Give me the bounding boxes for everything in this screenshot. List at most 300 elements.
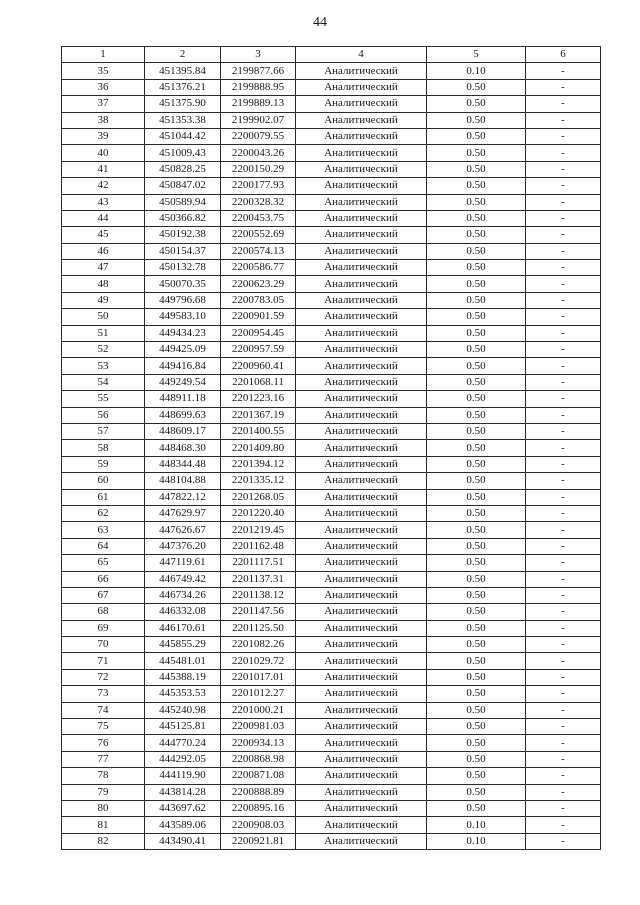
accuracy-cell: 0.50 [427, 342, 526, 358]
point-number-cell: 51 [62, 325, 145, 341]
accuracy-cell: 0.50 [427, 260, 526, 276]
method-cell: Аналитический [296, 669, 427, 685]
note-cell: - [526, 358, 601, 374]
table-body [62, 63, 601, 850]
coord-y-cell: 2200043.26 [221, 145, 296, 161]
coord-y-cell: 2201147.56 [221, 604, 296, 620]
coord-x-cell: 443697.62 [145, 800, 221, 816]
header-cell-4: 4 [296, 47, 427, 63]
point-number-cell: 42 [62, 178, 145, 194]
method-cell: Аналитический [296, 342, 427, 358]
coord-x-cell: 448104.88 [145, 473, 221, 489]
accuracy-cell: 0.10 [427, 833, 526, 849]
point-number-cell: 81 [62, 817, 145, 833]
method-cell: Аналитический [296, 768, 427, 784]
coord-y-cell: 2201268.05 [221, 489, 296, 505]
coord-x-cell: 450070.35 [145, 276, 221, 292]
header-cell-1: 1 [62, 47, 145, 63]
accuracy-cell: 0.50 [427, 423, 526, 439]
header-cell-2: 2 [145, 47, 221, 63]
note-cell: - [526, 79, 601, 95]
coord-x-cell: 445353.53 [145, 686, 221, 702]
coord-y-cell: 2201400.55 [221, 423, 296, 439]
coord-x-cell: 450828.25 [145, 161, 221, 177]
table-row [62, 210, 601, 226]
accuracy-cell: 0.10 [427, 63, 526, 79]
point-number-cell: 37 [62, 96, 145, 112]
table-row [62, 538, 601, 554]
method-cell: Аналитический [296, 194, 427, 210]
coord-y-cell: 2200954.45 [221, 325, 296, 341]
table-row [62, 669, 601, 685]
method-cell: Аналитический [296, 637, 427, 653]
note-cell: - [526, 210, 601, 226]
coord-y-cell: 2199902.07 [221, 112, 296, 128]
accuracy-cell: 0.50 [427, 620, 526, 636]
point-number-cell: 71 [62, 653, 145, 669]
method-cell: Аналитический [296, 260, 427, 276]
coord-y-cell: 2200960.41 [221, 358, 296, 374]
accuracy-cell: 0.50 [427, 374, 526, 390]
table-row [62, 800, 601, 816]
method-cell: Аналитический [296, 440, 427, 456]
accuracy-cell: 0.50 [427, 702, 526, 718]
point-number-cell: 66 [62, 571, 145, 587]
table-row [62, 96, 601, 112]
table-row [62, 325, 601, 341]
coord-x-cell: 451375.90 [145, 96, 221, 112]
note-cell: - [526, 243, 601, 259]
coord-y-cell: 2201162.48 [221, 538, 296, 554]
note-cell: - [526, 587, 601, 603]
coord-y-cell: 2200574.13 [221, 243, 296, 259]
point-number-cell: 64 [62, 538, 145, 554]
accuracy-cell: 0.50 [427, 555, 526, 571]
coord-x-cell: 451376.21 [145, 79, 221, 95]
note-cell: - [526, 604, 601, 620]
method-cell: Аналитический [296, 79, 427, 95]
coord-y-cell: 2200871.08 [221, 768, 296, 784]
header-row [62, 47, 601, 63]
coord-x-cell: 451044.42 [145, 128, 221, 144]
coord-y-cell: 2200552.69 [221, 227, 296, 243]
coord-y-cell: 2201137.31 [221, 571, 296, 587]
table-row [62, 342, 601, 358]
point-number-cell: 77 [62, 751, 145, 767]
accuracy-cell: 0.50 [427, 407, 526, 423]
note-cell: - [526, 391, 601, 407]
note-cell: - [526, 719, 601, 735]
method-cell: Аналитический [296, 555, 427, 571]
accuracy-cell: 0.50 [427, 456, 526, 472]
coord-x-cell: 446734.26 [145, 587, 221, 603]
accuracy-cell: 0.50 [427, 178, 526, 194]
method-cell: Аналитический [296, 309, 427, 325]
note-cell: - [526, 227, 601, 243]
accuracy-cell: 0.50 [427, 489, 526, 505]
coord-y-cell: 2201394.12 [221, 456, 296, 472]
coord-x-cell: 449796.68 [145, 292, 221, 308]
accuracy-cell: 0.10 [427, 817, 526, 833]
coord-y-cell: 2200981.03 [221, 719, 296, 735]
note-cell: - [526, 292, 601, 308]
coord-x-cell: 445855.29 [145, 637, 221, 653]
note-cell: - [526, 456, 601, 472]
accuracy-cell: 0.50 [427, 325, 526, 341]
table-row [62, 161, 601, 177]
table-row [62, 227, 601, 243]
accuracy-cell: 0.50 [427, 112, 526, 128]
point-number-cell: 65 [62, 555, 145, 571]
note-cell: - [526, 800, 601, 816]
table-header [62, 47, 601, 63]
coord-x-cell: 447629.97 [145, 505, 221, 521]
method-cell: Аналитический [296, 374, 427, 390]
table-row [62, 128, 601, 144]
method-cell: Аналитический [296, 63, 427, 79]
point-number-cell: 40 [62, 145, 145, 161]
note-cell: - [526, 473, 601, 489]
method-cell: Аналитический [296, 358, 427, 374]
point-number-cell: 46 [62, 243, 145, 259]
method-cell: Аналитический [296, 817, 427, 833]
note-cell: - [526, 784, 601, 800]
point-number-cell: 36 [62, 79, 145, 95]
method-cell: Аналитический [296, 407, 427, 423]
note-cell: - [526, 669, 601, 685]
table-row [62, 260, 601, 276]
coord-y-cell: 2201125.50 [221, 620, 296, 636]
accuracy-cell: 0.50 [427, 784, 526, 800]
point-number-cell: 49 [62, 292, 145, 308]
point-number-cell: 41 [62, 161, 145, 177]
method-cell: Аналитический [296, 620, 427, 636]
coord-x-cell: 443814.28 [145, 784, 221, 800]
note-cell: - [526, 653, 601, 669]
method-cell: Аналитический [296, 456, 427, 472]
coord-x-cell: 443589.06 [145, 817, 221, 833]
point-number-cell: 43 [62, 194, 145, 210]
note-cell: - [526, 309, 601, 325]
method-cell: Аналитический [296, 522, 427, 538]
method-cell: Аналитический [296, 473, 427, 489]
accuracy-cell: 0.50 [427, 96, 526, 112]
accuracy-cell: 0.50 [427, 194, 526, 210]
coord-x-cell: 450132.78 [145, 260, 221, 276]
method-cell: Аналитический [296, 391, 427, 407]
accuracy-cell: 0.50 [427, 637, 526, 653]
coord-y-cell: 2200453.75 [221, 210, 296, 226]
point-number-cell: 38 [62, 112, 145, 128]
point-number-cell: 69 [62, 620, 145, 636]
point-number-cell: 57 [62, 423, 145, 439]
coord-x-cell: 446332.08 [145, 604, 221, 620]
table-row [62, 555, 601, 571]
coord-y-cell: 2199889.13 [221, 96, 296, 112]
note-cell: - [526, 751, 601, 767]
table-row [62, 505, 601, 521]
coord-x-cell: 446170.61 [145, 620, 221, 636]
coord-y-cell: 2201219.45 [221, 522, 296, 538]
coord-y-cell: 2200901.59 [221, 309, 296, 325]
coord-y-cell: 2201082.26 [221, 637, 296, 653]
coord-x-cell: 449249.54 [145, 374, 221, 390]
method-cell: Аналитический [296, 145, 427, 161]
coord-x-cell: 449434.23 [145, 325, 221, 341]
point-number-cell: 53 [62, 358, 145, 374]
coord-y-cell: 2199888.95 [221, 79, 296, 95]
coord-y-cell: 2201029.72 [221, 653, 296, 669]
accuracy-cell: 0.50 [427, 391, 526, 407]
coord-x-cell: 451009.43 [145, 145, 221, 161]
method-cell: Аналитический [296, 833, 427, 849]
accuracy-cell: 0.50 [427, 505, 526, 521]
method-cell: Аналитический [296, 604, 427, 620]
coord-x-cell: 444119.90 [145, 768, 221, 784]
note-cell: - [526, 637, 601, 653]
accuracy-cell: 0.50 [427, 128, 526, 144]
coord-x-cell: 447119.61 [145, 555, 221, 571]
note-cell: - [526, 686, 601, 702]
coord-y-cell: 2201012.27 [221, 686, 296, 702]
point-number-cell: 59 [62, 456, 145, 472]
accuracy-cell: 0.50 [427, 653, 526, 669]
coord-x-cell: 444770.24 [145, 735, 221, 751]
accuracy-cell: 0.50 [427, 751, 526, 767]
table-row [62, 358, 601, 374]
coord-y-cell: 2200623.29 [221, 276, 296, 292]
accuracy-cell: 0.50 [427, 571, 526, 587]
coord-x-cell: 448609.17 [145, 423, 221, 439]
coord-x-cell: 446749.42 [145, 571, 221, 587]
method-cell: Аналитический [296, 96, 427, 112]
note-cell: - [526, 325, 601, 341]
table-row [62, 178, 601, 194]
accuracy-cell: 0.50 [427, 292, 526, 308]
table-row [62, 686, 601, 702]
accuracy-cell: 0.50 [427, 800, 526, 816]
method-cell: Аналитический [296, 292, 427, 308]
point-number-cell: 62 [62, 505, 145, 521]
method-cell: Аналитический [296, 587, 427, 603]
table-row [62, 768, 601, 784]
note-cell: - [526, 112, 601, 128]
coord-y-cell: 2200868.98 [221, 751, 296, 767]
coord-y-cell: 2200177.93 [221, 178, 296, 194]
coord-x-cell: 447822.12 [145, 489, 221, 505]
accuracy-cell: 0.50 [427, 145, 526, 161]
point-number-cell: 35 [62, 63, 145, 79]
note-cell: - [526, 178, 601, 194]
coord-y-cell: 2200783.05 [221, 292, 296, 308]
coord-y-cell: 2201335.12 [221, 473, 296, 489]
table-row [62, 571, 601, 587]
note-cell: - [526, 276, 601, 292]
coord-y-cell: 2200957.59 [221, 342, 296, 358]
accuracy-cell: 0.50 [427, 309, 526, 325]
method-cell: Аналитический [296, 423, 427, 439]
method-cell: Аналитический [296, 751, 427, 767]
note-cell: - [526, 735, 601, 751]
note-cell: - [526, 161, 601, 177]
method-cell: Аналитический [296, 538, 427, 554]
coord-x-cell: 450589.94 [145, 194, 221, 210]
table-row [62, 112, 601, 128]
point-number-cell: 68 [62, 604, 145, 620]
accuracy-cell: 0.50 [427, 686, 526, 702]
coord-x-cell: 447376.20 [145, 538, 221, 554]
table-row [62, 833, 601, 849]
method-cell: Аналитический [296, 112, 427, 128]
coord-x-cell: 450192.38 [145, 227, 221, 243]
coord-y-cell: 2200328.32 [221, 194, 296, 210]
accuracy-cell: 0.50 [427, 440, 526, 456]
table-row [62, 653, 601, 669]
method-cell: Аналитический [296, 276, 427, 292]
coord-y-cell: 2200895.16 [221, 800, 296, 816]
coord-y-cell: 2200934.13 [221, 735, 296, 751]
note-cell: - [526, 538, 601, 554]
note-cell: - [526, 505, 601, 521]
note-cell: - [526, 342, 601, 358]
note-cell: - [526, 96, 601, 112]
coord-y-cell: 2200586.77 [221, 260, 296, 276]
coord-x-cell: 445481.01 [145, 653, 221, 669]
coord-y-cell: 2201367.19 [221, 407, 296, 423]
point-number-cell: 52 [62, 342, 145, 358]
coord-x-cell: 445125.81 [145, 719, 221, 735]
table-row [62, 194, 601, 210]
accuracy-cell: 0.50 [427, 210, 526, 226]
coord-y-cell: 2201223.16 [221, 391, 296, 407]
coord-x-cell: 447626.67 [145, 522, 221, 538]
table-row [62, 587, 601, 603]
method-cell: Аналитический [296, 505, 427, 521]
accuracy-cell: 0.50 [427, 735, 526, 751]
coord-x-cell: 450154.37 [145, 243, 221, 259]
note-cell: - [526, 489, 601, 505]
table-row [62, 407, 601, 423]
table-row [62, 309, 601, 325]
table-row [62, 473, 601, 489]
method-cell: Аналитический [296, 489, 427, 505]
table-row [62, 702, 601, 718]
note-cell: - [526, 194, 601, 210]
coord-x-cell: 448344.48 [145, 456, 221, 472]
accuracy-cell: 0.50 [427, 276, 526, 292]
accuracy-cell: 0.50 [427, 768, 526, 784]
method-cell: Аналитический [296, 719, 427, 735]
point-number-cell: 60 [62, 473, 145, 489]
method-cell: Аналитический [296, 128, 427, 144]
note-cell: - [526, 407, 601, 423]
table-row [62, 522, 601, 538]
table-row [62, 735, 601, 751]
note-cell: - [526, 128, 601, 144]
point-number-cell: 70 [62, 637, 145, 653]
accuracy-cell: 0.50 [427, 719, 526, 735]
method-cell: Аналитический [296, 800, 427, 816]
point-number-cell: 72 [62, 669, 145, 685]
method-cell: Аналитический [296, 210, 427, 226]
accuracy-cell: 0.50 [427, 227, 526, 243]
table-row [62, 620, 601, 636]
note-cell: - [526, 571, 601, 587]
method-cell: Аналитический [296, 178, 427, 194]
point-number-cell: 58 [62, 440, 145, 456]
point-number-cell: 45 [62, 227, 145, 243]
point-number-cell: 47 [62, 260, 145, 276]
accuracy-cell: 0.50 [427, 522, 526, 538]
coord-x-cell: 448699.63 [145, 407, 221, 423]
table-row [62, 276, 601, 292]
point-number-cell: 44 [62, 210, 145, 226]
coord-x-cell: 451353.38 [145, 112, 221, 128]
coord-y-cell: 2200921.81 [221, 833, 296, 849]
note-cell: - [526, 620, 601, 636]
method-cell: Аналитический [296, 243, 427, 259]
table-row [62, 292, 601, 308]
point-number-cell: 82 [62, 833, 145, 849]
point-number-cell: 50 [62, 309, 145, 325]
point-number-cell: 74 [62, 702, 145, 718]
coord-y-cell: 2201068.11 [221, 374, 296, 390]
coord-x-cell: 445388.19 [145, 669, 221, 685]
point-number-cell: 73 [62, 686, 145, 702]
method-cell: Аналитический [296, 735, 427, 751]
table-row [62, 817, 601, 833]
table-row [62, 604, 601, 620]
coord-x-cell: 449416.84 [145, 358, 221, 374]
point-number-cell: 76 [62, 735, 145, 751]
method-cell: Аналитический [296, 653, 427, 669]
page-number: 44 [313, 15, 327, 30]
coord-x-cell: 449583.10 [145, 309, 221, 325]
coordinates-table [61, 46, 601, 850]
accuracy-cell: 0.50 [427, 604, 526, 620]
point-number-cell: 75 [62, 719, 145, 735]
header-cell-3: 3 [221, 47, 296, 63]
point-number-cell: 67 [62, 587, 145, 603]
note-cell: - [526, 440, 601, 456]
note-cell: - [526, 555, 601, 571]
coord-x-cell: 448911.18 [145, 391, 221, 407]
coord-x-cell: 450366.82 [145, 210, 221, 226]
table-row [62, 374, 601, 390]
coord-y-cell: 2201409.80 [221, 440, 296, 456]
coord-x-cell: 448468.30 [145, 440, 221, 456]
point-number-cell: 79 [62, 784, 145, 800]
point-number-cell: 61 [62, 489, 145, 505]
coord-y-cell: 2201017.01 [221, 669, 296, 685]
accuracy-cell: 0.50 [427, 587, 526, 603]
note-cell: - [526, 374, 601, 390]
coord-y-cell: 2201117.51 [221, 555, 296, 571]
note-cell: - [526, 817, 601, 833]
accuracy-cell: 0.50 [427, 473, 526, 489]
coord-y-cell: 2201220.40 [221, 505, 296, 521]
table-row [62, 79, 601, 95]
point-number-cell: 54 [62, 374, 145, 390]
coord-y-cell: 2200908.03 [221, 817, 296, 833]
table-row [62, 145, 601, 161]
note-cell: - [526, 768, 601, 784]
coord-x-cell: 449425.09 [145, 342, 221, 358]
accuracy-cell: 0.50 [427, 538, 526, 554]
method-cell: Аналитический [296, 702, 427, 718]
note-cell: - [526, 260, 601, 276]
coord-x-cell: 444292.05 [145, 751, 221, 767]
